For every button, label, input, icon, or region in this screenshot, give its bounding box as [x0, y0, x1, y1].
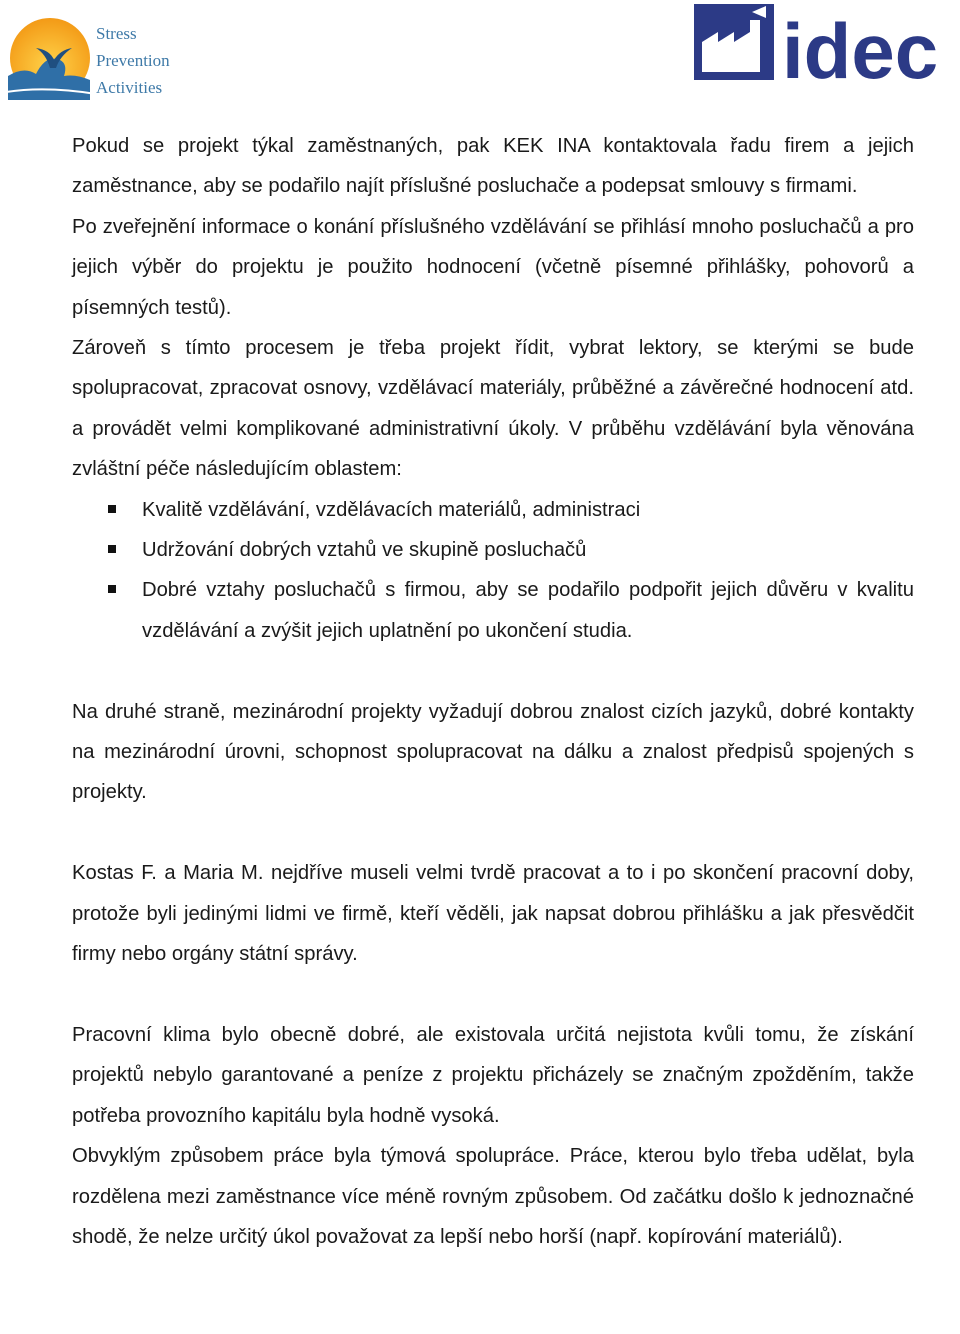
list-item — [142, 570, 914, 651]
list-item — [142, 530, 914, 570]
paragraph-2: Po zveřejnění informace o konání příslušného vzdělávání se přihlásí mnoho posluchačů a pro jejich výběr do projektu je použito hodnocení (včetně písemné přihlášky, pohovorů a písemných testů). — [72, 215, 914, 319]
square-bullet-icon — [108, 505, 116, 513]
paragraph-7: Obvyklým způsobem práce byla týmová spolupráce. Práce, kterou bylo třeba udělat, byla rozdělena mezi zaměstnance více méně rovným způsobem. Od začátku došlo k jednoznačné shodě, že nelze určitý úkol považovat za lepší nebo horší (např. kopírování materiálů). — [72, 1145, 914, 1248]
paragraph-4: Na druhé straně, mezinárodní projekty vyžadují dobrou znalost cizích jazyků, dobré kontakty na mezinárodní úrovni, schopnost spolupracovat na dálku a znalost předpisů spojených s projekty. — [72, 700, 914, 804]
spa-logo-text — [96, 20, 170, 101]
square-bullet-icon — [108, 585, 116, 593]
spa-line-1: Stress — [96, 24, 137, 43]
idec-logo — [692, 2, 958, 84]
list-item-text: Kvalitě vzdělávání, vzdělávacích materiálů, administraci — [142, 498, 641, 521]
square-bullet-icon — [108, 545, 116, 553]
spa-line-2: Prevention — [96, 51, 170, 70]
idec-wordmark: idec — [782, 7, 939, 84]
paragraph-3: Zároveň s tímto procesem je třeba projekt řídit, vybrat lektory, se kterými se bude spolupracovat, zpracovat osnovy, vzdělávací materiály, průběžné a závěrečné hodnocení atd. a provádět velmi komplikované administrativní úkoly. V průběhu vzdělávání byla věnována zvláštní péče následujícím oblastem: — [72, 337, 914, 481]
list-item — [142, 490, 914, 530]
bullet-list — [72, 490, 914, 652]
list-item-text: Udržování dobrých vztahů ve skupině posluchačů — [142, 539, 587, 562]
page-header — [0, 0, 960, 110]
paragraph-6: Pracovní klima bylo obecně dobré, ale existovala určitá nejistota kvůli tomu, že získání projektů nebylo garantované a peníze z projektu přicházely se značným zpožděním, takže potřeba provozního kapitálu byla hodně vysoká. — [72, 1023, 914, 1127]
document-body — [72, 126, 914, 1257]
paragraph-5: Kostas F. a Maria M. nejdříve museli velmi tvrdě pracovat a to i po skončení pracovní doby, protože byli jedinými lidmi ve firmě, kteří věděli, jak napsat dobrou přihlášku a jak přesvědčit firmy nebo orgány státní správy. — [72, 862, 914, 966]
paragraph-1: Pokud se projekt týkal zaměstnaných, pak KEK INA kontaktovala řadu firem a jejich zaměstnance, aby se podařilo najít příslušné posluchače a podepsat smlouvy s firmami. — [72, 135, 914, 198]
list-item-text: Dobré vztahy posluchačů s firmou, aby se podařilo podpořit jejich důvěru v kvalitu vzdělávání a zvýšit jejich uplatnění po ukončení studia. — [142, 579, 914, 642]
spa-line-3: Activities — [96, 78, 163, 97]
